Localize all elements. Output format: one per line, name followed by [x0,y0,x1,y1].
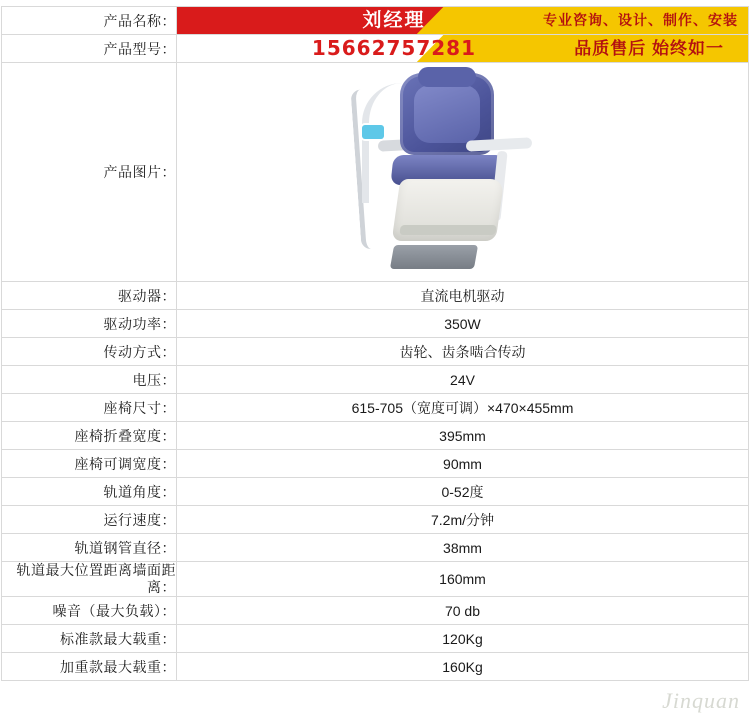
base-strip [399,225,496,235]
contact-name: 刘经理 [362,9,426,31]
product-image-cell [177,63,749,282]
row-label-driver: 驱动器： [2,282,177,310]
row-label-product-image: 产品图片： [2,63,177,282]
chair-headrest [418,67,476,87]
row-label-adjustable-width: 座椅可调宽度： [2,450,177,478]
table-row-wall-distance [2,562,749,597]
table-row-adjustable-width [2,450,749,478]
row-value-wall-distance: 160mm [177,562,749,597]
row-value-seat-size: 615-705（宽度可调）×470×455mm [177,394,749,422]
table-row-speed [2,506,749,534]
table-row-product-name [2,7,749,35]
row-label-power: 驱动功率： [2,310,177,338]
promo-banner-name [177,7,749,35]
row-label-noise: 噪音（最大负载）： [2,597,177,625]
row-value-speed: 7.2m/分钟 [177,506,749,534]
table-row-seat-size [2,394,749,422]
row-label-voltage: 电压： [2,366,177,394]
row-label-standard-load: 标准款最大载重： [2,625,177,653]
table-row-driver [2,282,749,310]
banner-slogan-2: 品质售后 始终如一 [574,39,724,58]
row-label-transmission: 传动方式： [2,338,177,366]
contact-phone: 15662757281 [311,36,477,60]
row-value-noise: 70 db [177,597,749,625]
row-value-power: 350W [177,310,749,338]
table-row-voltage [2,366,749,394]
table-row-rail-diameter [2,534,749,562]
table-row-product-image [2,63,749,282]
banner-wrap-1 [177,7,748,34]
row-label-product-name: 产品名称： [2,7,177,35]
table-row-noise [2,597,749,625]
spec-table [1,6,749,681]
banner-slogan-1: 专业咨询、设计、制作、安装 [543,12,738,28]
control-joystick-icon [362,125,384,139]
row-label-seat-size: 座椅尺寸： [2,394,177,422]
row-value-rail-diameter: 38mm [177,534,749,562]
row-label-rail-diameter: 轨道钢管直径： [2,534,177,562]
product-photo [177,63,748,281]
row-label-rail-angle: 轨道角度： [2,478,177,506]
table-row-product-model [2,35,749,63]
table-row-heavy-load [2,653,749,681]
banner-wrap-2 [177,35,748,62]
row-label-folded-width: 座椅折叠宽度： [2,422,177,450]
armrest-right [465,137,531,151]
row-label-heavy-load: 加重款最大载重： [2,653,177,681]
row-value-transmission: 齿轮、齿条啮合传动 [177,338,749,366]
table-row-power [2,310,749,338]
row-label-wall-distance: 轨道最大位置距离墙面距离： [2,562,177,597]
product-spec-sheet [0,6,750,718]
row-label-product-model: 产品型号： [2,35,177,63]
table-row-rail-angle [2,478,749,506]
watermark: Jinquan [662,688,740,713]
row-value-folded-width: 395mm [177,422,749,450]
footplate [389,245,477,269]
row-label-speed: 运行速度： [2,506,177,534]
row-value-adjustable-width: 90mm [177,450,749,478]
table-row-folded-width [2,422,749,450]
stair-lift-chair-illustration [348,67,578,279]
promo-banner-phone [177,35,749,63]
row-value-rail-angle: 0-52度 [177,478,749,506]
row-value-voltage: 24V [177,366,749,394]
table-row-transmission [2,338,749,366]
table-row-standard-load [2,625,749,653]
row-value-driver: 直流电机驱动 [177,282,749,310]
row-value-standard-load: 120Kg [177,625,749,653]
row-value-heavy-load: 160Kg [177,653,749,681]
